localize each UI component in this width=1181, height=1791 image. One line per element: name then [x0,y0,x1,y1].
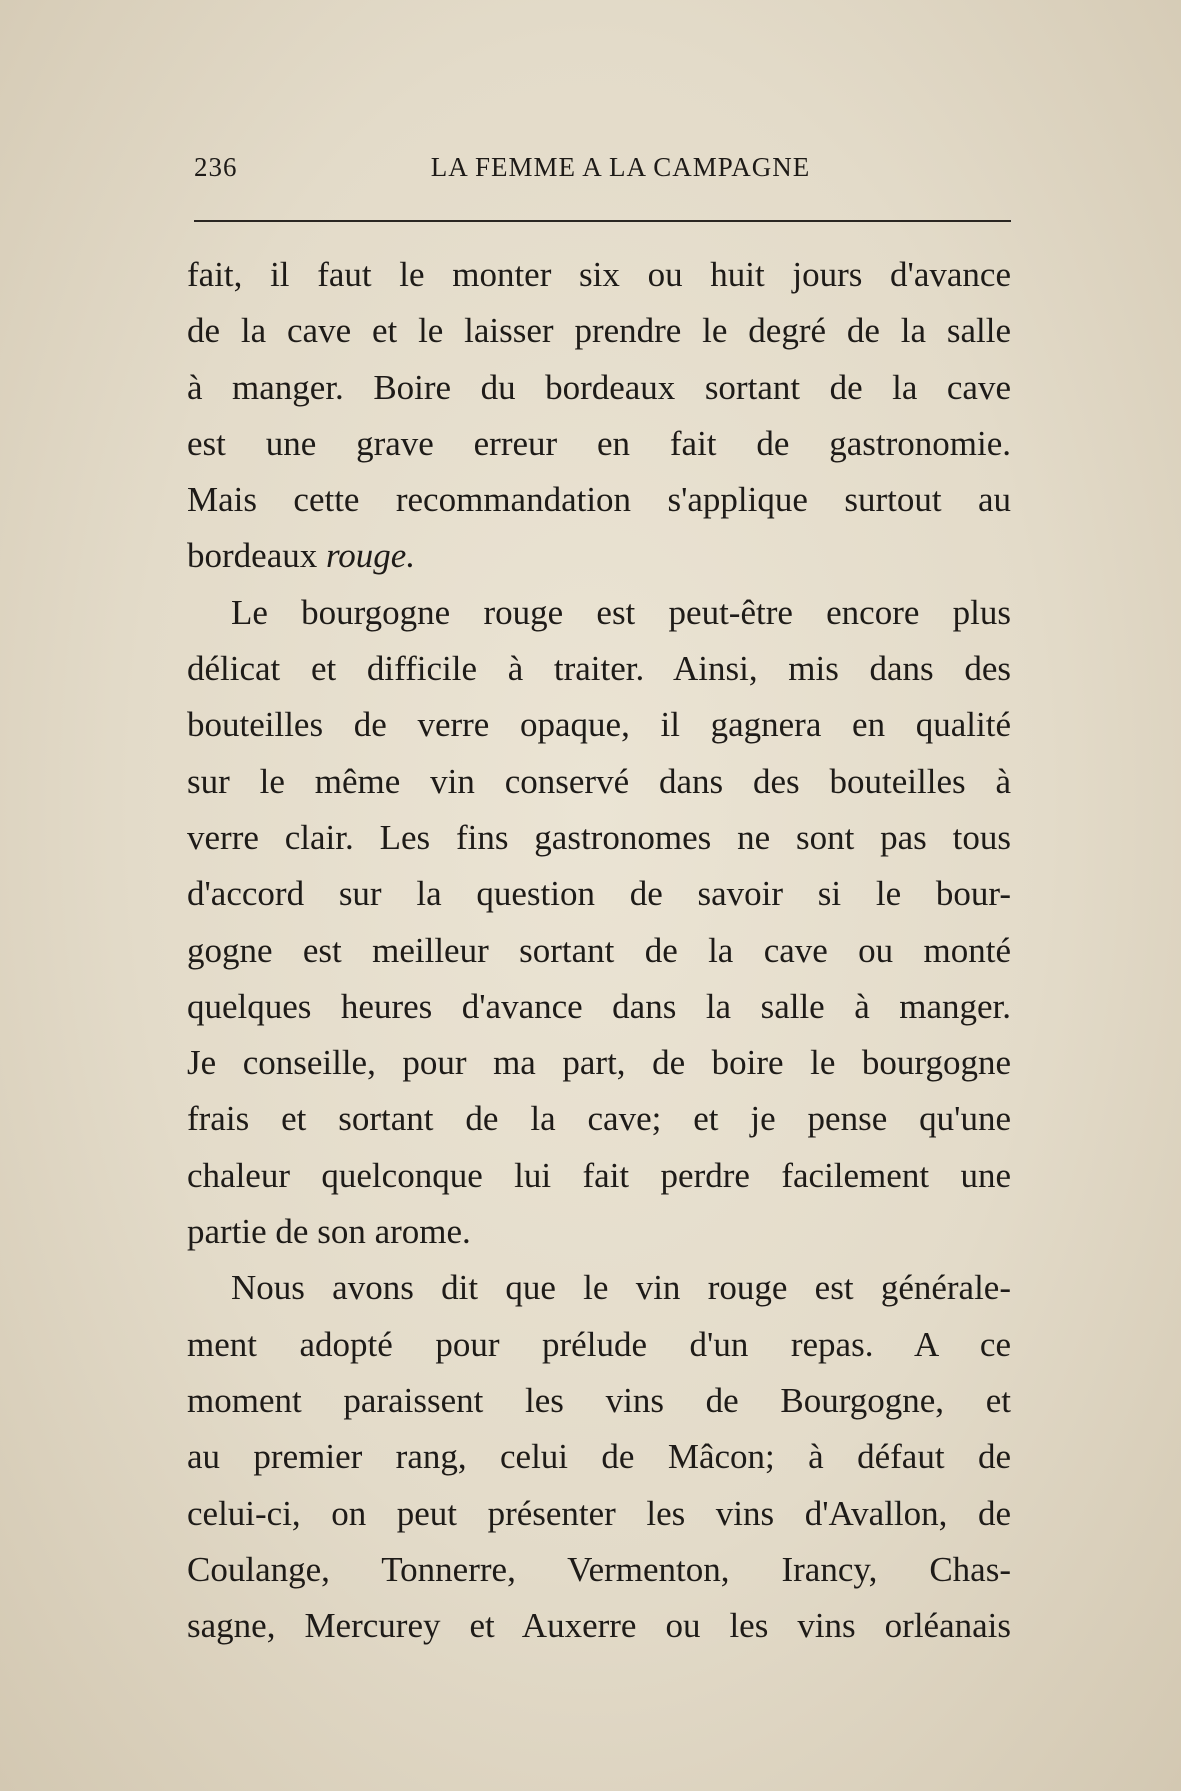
text-line: moment paraissent les vins de Bourgogne, et [187,1380,1011,1420]
text-line: au premier rang, celui de Mâcon; à défaut de [187,1437,1011,1477]
text-line: bouteilles de verre opaque, il gagnera en qualité [187,705,1011,745]
text-line: verre clair. Les fins gastronomes ne sont pas tous [187,817,1011,857]
page-body [187,247,1011,1654]
header-rule [194,220,1011,222]
page-number: 236 [194,152,238,182]
text-line: d'accord sur la question de savoir si le bour- [187,874,1011,914]
text-line: Mais cette recommandation s'applique surtout au [187,480,1011,520]
text-line: Coulange, Tonnerre, Vermenton, Irancy, Chas- [187,1549,1011,1589]
text-line: sagne, Mercurey et Auxerre ou les vins orléanais [187,1606,1011,1646]
italic-word: rouge. [325,536,416,576]
text-line: partie de son arome. [187,1212,471,1252]
text-line: sur le même vin conservé dans des bouteilles à [187,761,1011,801]
paragraph-1 [187,247,1011,585]
text-line: délicat et difficile à traiter. Ainsi, mis dans des [187,649,1011,689]
running-title: LA FEMME A LA CAMPAGNE [430,152,811,182]
text-line: frais et sortant de la cave; et je pense qu'une [187,1099,1011,1139]
paragraph-2 [187,585,1011,1261]
text-line: à manger. Boire du bordeaux sortant de la cave [187,367,1011,407]
text-line: Le bourgogne rouge est peut-être encore plus [231,592,1011,632]
running-header [194,152,1011,192]
text-line: quelques heures d'avance dans la salle à manger. [187,986,1011,1026]
text-line: chaleur quelconque lui fait perdre facilement une [187,1155,1011,1195]
paragraph-3 [187,1260,1011,1654]
text-segment: bordeaux [187,536,326,576]
text-line [187,528,1011,584]
text-line: ment adopté pour prélude d'un repas. A ce [187,1324,1011,1364]
text-line: Nous avons dit que le vin rouge est générale- [231,1268,1011,1308]
text-line: gogne est meilleur sortant de la cave ou monté [187,930,1011,970]
text-line: Je conseille, pour ma part, de boire le bourgogne [187,1043,1011,1083]
text-line: de la cave et le laisser prendre le degré de la salle [187,311,1011,351]
text-line: celui-ci, on peut présenter les vins d'Avallon, de [187,1493,1011,1533]
text-line: est une grave erreur en fait de gastronomie. [187,423,1011,463]
text-line: fait, il faut le monter six ou huit jours d'avance [187,255,1011,294]
